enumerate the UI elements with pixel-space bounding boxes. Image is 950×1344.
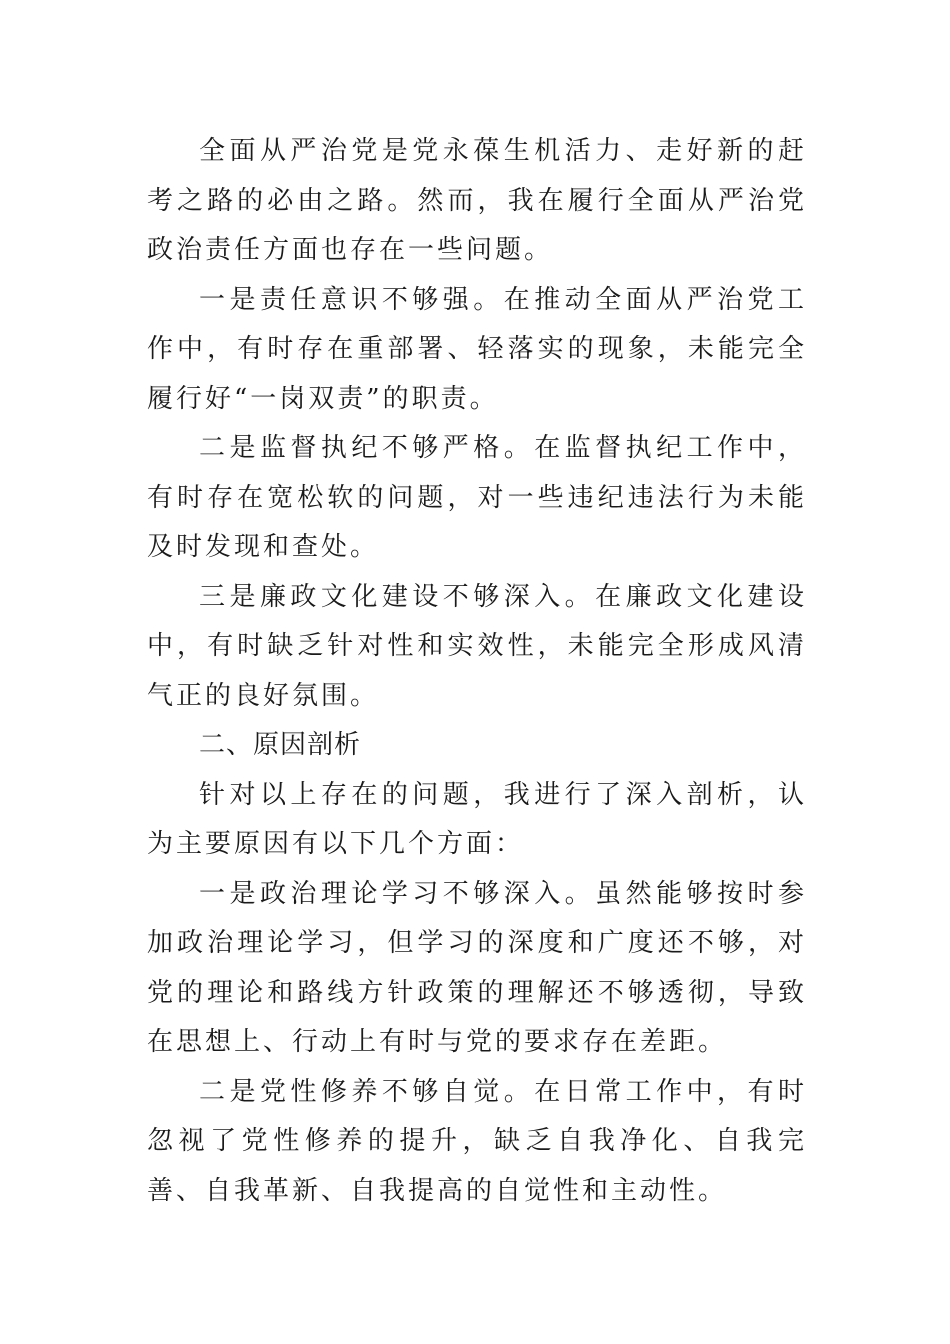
paragraph-issue-2: 二是监督执纪不够严格。在监督执纪工作中，有时存在宽松软的问题，对一些违纪违法行为未能及时发现和查处。: [147, 433, 807, 562]
paragraph-cause-2: 二是党性修养不够自觉。在日常工作中，有时忽视了党性修养的提升，缺乏自我净化、自我完善、自我革新、自我提高的自觉性和主动性。: [147, 1076, 807, 1206]
paragraph-cause-1: 一是政治理论学习不够深入。虽然能够按时参加政治理论学习，但学习的深度和广度还不够，对党的理论和路线方针政策的理解还不够透彻，导致在思想上、行动上有时与党的要求存在差距。: [147, 878, 807, 1057]
paragraph-intro: 全面从严治党是党永葆生机活力、走好新的赶考之路的必由之路。然而，我在履行全面从严治党政治责任方面也存在一些问题。: [147, 136, 807, 265]
paragraph-issue-3: 三是廉政文化建设不够深入。在廉政文化建设中，有时缺乏针对性和实效性，未能完全形成风清气正的良好氛围。: [147, 581, 807, 711]
document-body: [147, 127, 807, 1216]
section-heading-cause-analysis: 二、原因剖析: [199, 730, 362, 760]
paragraph-analysis-intro: 针对以上存在的问题，我进行了深入剖析，认为主要原因有以下几个方面：: [147, 779, 807, 859]
paragraph-issue-1: 一是责任意识不够强。在推动全面从严治党工作中，有时存在重部署、轻落实的现象，未能完全履行好“一岗双责”的职责。: [147, 284, 807, 414]
